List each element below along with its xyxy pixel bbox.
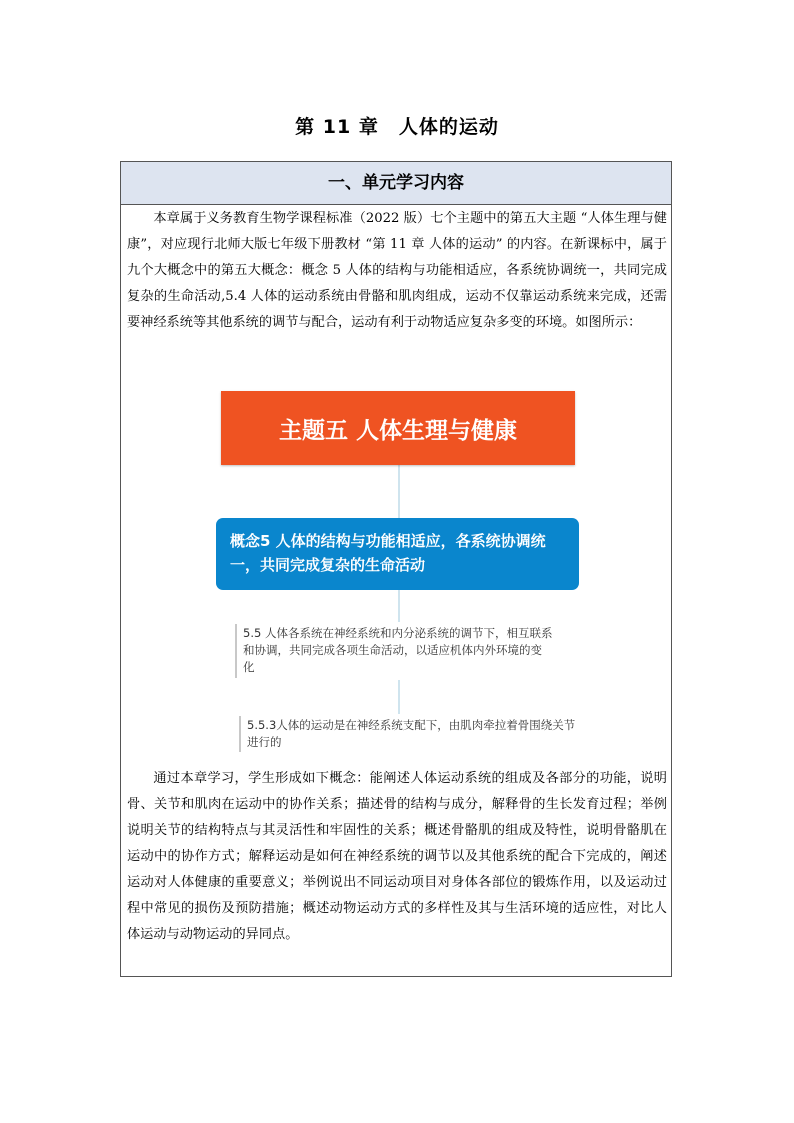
unit-content-table <box>120 161 672 977</box>
connector-line <box>398 590 400 622</box>
sub-concept-text: 5.5 人体各系统在神经系统和内分泌系统的调节下，相互联系和协调，共同完成各项生命活动，以适应机体内外环境的变化 <box>243 626 553 674</box>
topic-box: 主题五 人体生理与健康 <box>221 391 575 465</box>
intro-paragraph: 本章属于义务教育生物学课程标准（2022 版）七个主题中的第五大主题 “人体生理与健康”，对应现行北师大版七年级下册教材 “第 11 章 人体的运动” 的内容。在新课标中，属于九个大概念中的第五大概念：概念 5 人体的结构与功能相适应，各系统协调统一，共同完成复杂的生命活动,5.4 人体的运动系统由骨骼和肌肉组成，运动不仅靠运动系统来完成，还需要神经系统等其他系统的调节与配合，运动有利于动物适应复杂多变的环境。如图所示： <box>127 211 667 330</box>
page-title: 第 11 章 人体的运动 <box>295 116 499 138</box>
detail-concept-text: 5.5.3人体的运动是在神经系统支配下，由肌肉牵拉着骨围绕关节进行的 <box>247 718 576 749</box>
closing-paragraph: 通过本章学习，学生形成如下概念：能阐述人体运动系统的组成及各部分的功能，说明骨、关节和肌肉在运动中的协作关系；描述骨的结构与成分，解释骨的生长发育过程；举例说明关节的结构特点与其灵活性和牢固性的关系；概述骨骼肌的组成及特性，说明骨骼肌在运动中的协作方式；解释运动是如何在神经系统的调节以及其他系统的配合下完成的，阐述运动对人体健康的重要意义；举例说出不同运动项目对身体各部位的锻炼作用，以及运动过程中常见的损伤及预防措施；概述动物运动方式的多样性及其与生活环境的适应性，对比人体运动与动物运动的异同点。 <box>127 771 667 942</box>
section-header: 一、单元学习内容 <box>121 162 671 205</box>
indent-marker <box>239 716 241 752</box>
concept-box: 概念5 人体的结构与功能相适应，各系统协调统一，共同完成复杂的生命活动 <box>216 518 579 590</box>
connector-line <box>398 465 400 518</box>
indent-marker <box>235 624 237 678</box>
connector-line <box>398 680 400 714</box>
